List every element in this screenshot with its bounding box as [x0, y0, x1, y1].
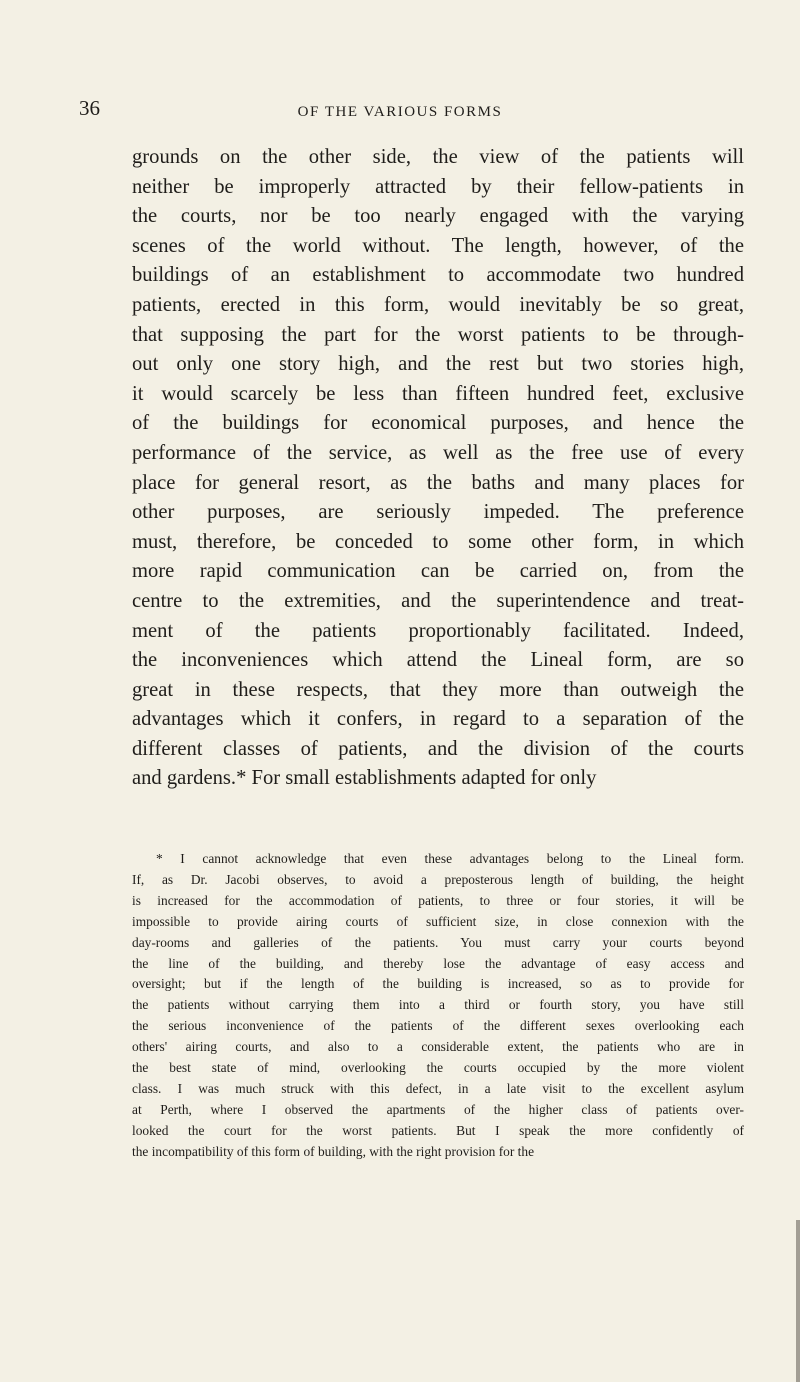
footnote [132, 849, 744, 1163]
main-text [132, 143, 744, 794]
footnote-line: day-rooms and galleries of the patients. You must carry your courts beyond [132, 934, 744, 950]
footnote-line: the line of the building, and thereby lose the advantage of easy access and [132, 955, 744, 971]
text-line: place for general resort, as the baths and many places for [132, 471, 744, 494]
text-line: it would scarcely be less than fifteen hundred feet, exclusive [132, 382, 744, 405]
text-line: great in these respects, that they more than outweigh the [132, 678, 744, 701]
footnote-line: impossible to provide airing courts of sufficient size, in close connexion with the [132, 913, 744, 929]
text-line: centre to the extremities, and the superintendence and treat- [132, 589, 744, 612]
text-line: other purposes, are seriously impeded. The preference [132, 501, 744, 524]
text-line: performance of the service, as well as the free use of every [132, 441, 744, 464]
running-head: OF THE VARIOUS FORMS [297, 104, 503, 120]
text-line: the courts, nor be too nearly engaged with the varying [132, 205, 744, 228]
page-edge-shadow [796, 1220, 800, 1382]
footnote-line: at Perth, where I observed the apartments of the higher class of patients over- [132, 1101, 744, 1117]
footnote-line: the patients without carrying them into a third or fourth story, you have still [132, 997, 744, 1013]
text-line: out only one story high, and the rest but two stories high, [132, 353, 744, 376]
footnote-line: class. I was much struck with this defect, in a late visit to the excellent asylum [132, 1080, 744, 1096]
footnote-line: looked the court for the worst patients. But I speak the more confidently of [132, 1122, 744, 1138]
footnote-line: * I cannot acknowledge that even these advantages belong to the Lineal form. [156, 851, 744, 866]
text-line: ment of the patients proportionably facilitated. Indeed, [132, 619, 744, 642]
footnote-line: oversight; but if the length of the building is increased, so as to provide for [132, 976, 744, 992]
text-line: that supposing the part for the worst patients to be through- [132, 323, 744, 346]
text-line: patients, erected in this form, would inevitably be so great, [132, 293, 744, 316]
text-line: more rapid communication can be carried on, from the [132, 560, 744, 583]
text-line: different classes of patients, and the division of the courts [132, 737, 744, 760]
footnote-line: others' airing courts, and also to a considerable extent, the patients who are in [132, 1039, 744, 1055]
text-line: grounds on the other side, the view of the patients will [132, 146, 744, 168]
text-line: must, therefore, be conceded to some other form, in which [132, 530, 744, 553]
footnote-line: the best state of mind, overlooking the courts occupied by the more violent [132, 1060, 744, 1076]
footnote-line: the serious inconvenience of the patients of the different sexes overlooking each [132, 1018, 744, 1034]
text-line: neither be improperly attracted by their fellow-patients in [132, 175, 744, 198]
text-line: scenes of the world without. The length, however, of the [132, 234, 744, 257]
footnote-line: is increased for the accommodation of patients, to three or four stories, it will be [132, 892, 744, 908]
footnote-line: the incompatibility of this form of building, with the right provision for the [132, 1143, 535, 1159]
text-line: buildings of an establishment to accommodate two hundred [132, 264, 744, 287]
text-line: of the buildings for economical purposes, and hence the [132, 412, 744, 435]
footnote-line: If, as Dr. Jacobi observes, to avoid a preposterous length of building, the height [132, 871, 744, 887]
page-number: 36 [79, 96, 100, 120]
text-line: the inconveniences which attend the Lineal form, are so [132, 649, 744, 672]
text-line: advantages which it confers, in regard to a separation of the [132, 708, 744, 731]
text-line: and gardens.* For small establishments adapted for only [132, 767, 597, 790]
